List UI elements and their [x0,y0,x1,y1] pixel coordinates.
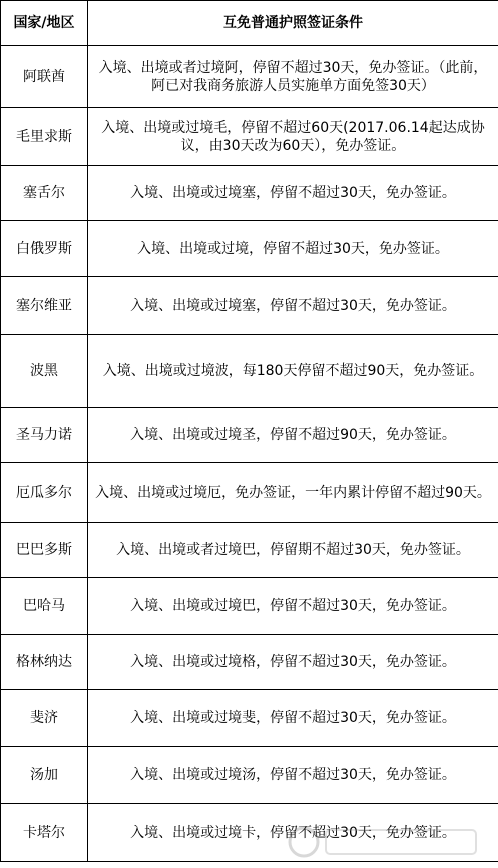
country-cell: 白俄罗斯 [1,221,88,277]
country-cell: 格林纳达 [1,635,88,690]
country-cell: 圣马力诺 [1,408,88,463]
condition-cell: 入境、出境或过境卡，停留不超过30天，免办签证。 [88,804,498,862]
condition-cell: 入境、出境或过境斐，停留不超过30天，免办签证。 [88,690,498,747]
condition-cell: 入境、出境或过境塞，停留不超过30天，免办签证。 [88,277,498,335]
condition-cell: 入境、出境或过境波，每180天停留不超过90天，免办签证。 [88,335,498,408]
condition-cell: 入境、出境或过境巴，停留不超过30天，免办签证。 [88,578,498,635]
condition-cell: 入境、出境或过境厄，免办签证，一年内累计停留不超过90天。 [88,463,498,523]
country-cell: 卡塔尔 [1,804,88,862]
table-row [1,690,498,747]
condition-cell: 入境、出境或过境汤，停留不超过30天，免办签证。 [88,747,498,804]
country-cell: 波黑 [1,335,88,408]
country-cell: 巴哈马 [1,578,88,635]
country-cell: 毛里求斯 [1,108,88,166]
table-row [1,804,498,862]
table-row [1,747,498,804]
table-row [1,408,498,463]
condition-cell: 入境、出境或过境圣，停留不超过90天，免办签证。 [88,408,498,463]
table-body [1,46,498,862]
header-condition: 互免普通护照签证条件 [88,1,498,46]
condition-cell: 入境、出境或过境塞，停留不超过30天，免办签证。 [88,166,498,221]
table-row [1,523,498,578]
table-row [1,277,498,335]
table-row [1,108,498,166]
condition-cell: 入境、出境或过境格，停留不超过30天，免办签证。 [88,635,498,690]
condition-cell: 入境、出境或者过境阿，停留不超过30天，免办签证。（此前，阿已对我商务旅游人员实施单方面免签30天） [88,46,498,108]
country-cell: 巴巴多斯 [1,523,88,578]
table-row [1,635,498,690]
header-country: 国家/地区 [1,1,88,46]
table-row [1,578,498,635]
condition-cell: 入境、出境或者过境巴，停留期不超过30天，免办签证。 [88,523,498,578]
table-header-row [1,1,498,46]
country-cell: 厄瓜多尔 [1,463,88,523]
table-row [1,335,498,408]
country-cell: 阿联酋 [1,46,88,108]
condition-cell: 入境、出境或过境，停留不超过30天，免办签证。 [88,221,498,277]
table-row [1,46,498,108]
condition-cell: 入境、出境或过境毛，停留不超过60天(2017.06.14起达成协议，由30天改为60天），免办签证。 [88,108,498,166]
country-cell: 塞舌尔 [1,166,88,221]
country-cell: 汤加 [1,747,88,804]
country-cell: 斐济 [1,690,88,747]
table-row [1,463,498,523]
table-row [1,166,498,221]
table-row [1,221,498,277]
country-cell: 塞尔维亚 [1,277,88,335]
